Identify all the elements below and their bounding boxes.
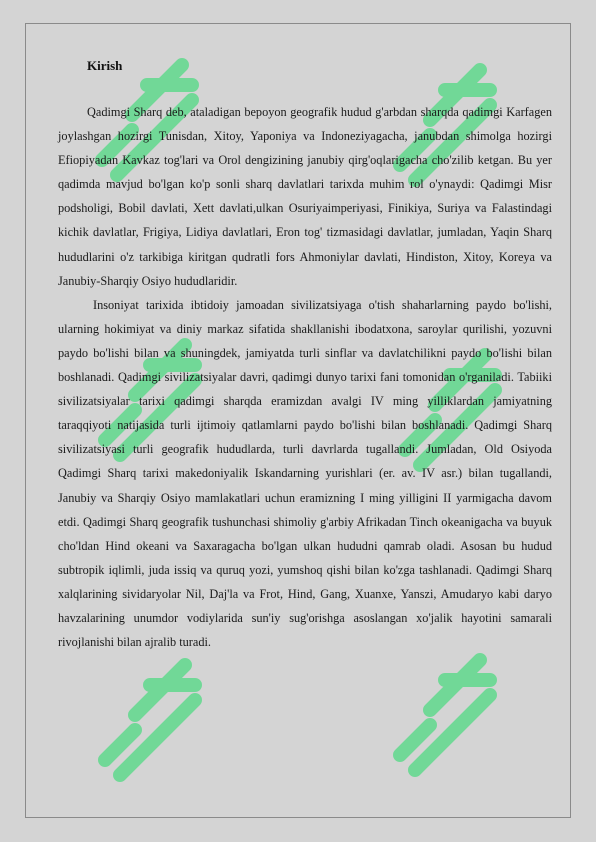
paragraph-civilization: Insoniyat tarixida ibtidoiy jamoadan sivilizatsiyaga o'tish shaharlarning paydo bo'lishi, ularning hokimiyat va diniy markaz sifatida shakllanishi ibodatxona, saroylar qurilishi, yozuvni paydo bo'lishi bilan va shuningdek, jamiyatda turli sinflar va davlatchilikni paydo bo'lishi bilan boshlanadi. Qadimgi sivilizatsiyalar davri, qadimgi dunyo tarixi fani tomonidan o'rganiladi. Tabiiki sivilizatsiyalar tarixi qadimgi sharqda eramizdan avalgi IV ming yilliklardan jamiyatning taraqqiyoti natijasida turli ijtimoiy qatlamlarni paydo bo'lishi bilan boshlanadi. Qadimgi Sharq sivilizatsiyasi turli geografik hududlarda, turli davrlarda tugallandi. Jumladan, Old Osiyoda Qadimgi Sharq tarixi makedoniyalik Iskandarning yurishlari (er. av. IV asr.) bilan tugallandi, Janubiy va Sharqiy Osiyo mamlakatlari uchun eramizning I ming yilligini II yarmigacha davom etdi. Qadimgi Sharq geografik tushunchasi shimoliy g'arbiy Afrikadan Tinch okeanigacha va buyuk cho'ldan Hind okeani va Saxaragacha bo'lgan ulkan hududni qamrab oladi. Asosan bu hudud subtropik iqlimli, juda issiq va quruq yozi, yumshoq qishi bilan ko'zga tashlanadi. Qadimgi Sharq xalqlarining sividaryolar Nil, Daj'la va Frot, Hind, Gang, Xuanxe, Yanszi, Amudaryo kabi daryo havzalarining unumdor vodiylarida sun'iy sug'orishga asoslangan xo'jalik hayotini samarali rivojlanishi bilan ajralib turadi. xyxy=(58,297,552,650)
document-body xyxy=(58,100,552,654)
paragraph-intro: Qadimgi Sharq deb, ataladigan bepoyon geografik hudud g'arbdan sharqda qadimgi Karfagen joylashgan hozirgi Tunisdan, Xitoy, Yaponiya va Indoneziyagacha, janubdan shimolga hozirgi Efiopiyadan Kavkaz tog'lari va Orol dengizining janubiy qirg'oqlarigacha cho'zilib ketgan. Bu yer qadimda mavjud bo'lgan ko'p sonli sharq davlatlari tarixda muhim rol o'ynaydi: Qadimgi Misr podsholigi, Bobil davlati, Xett davlati,ulkan Osuriyaimperiyasi, Finikiya, Suriya va Falastindagi kichik davlatlar, Frigiya, Lidiya davlatlari, Eron tog' tizmasidagi davlatlar, jumladan, Yaqin Sharq hududlarini o'z tarkibiga kiritgan qudratli fors Ahmoniylar davlati, Hindiston, Xitoy, Koreya va Janubiy-Sharqiy Osiyo hududlaridir. xyxy=(58,105,552,288)
document-heading: Kirish xyxy=(87,58,123,73)
